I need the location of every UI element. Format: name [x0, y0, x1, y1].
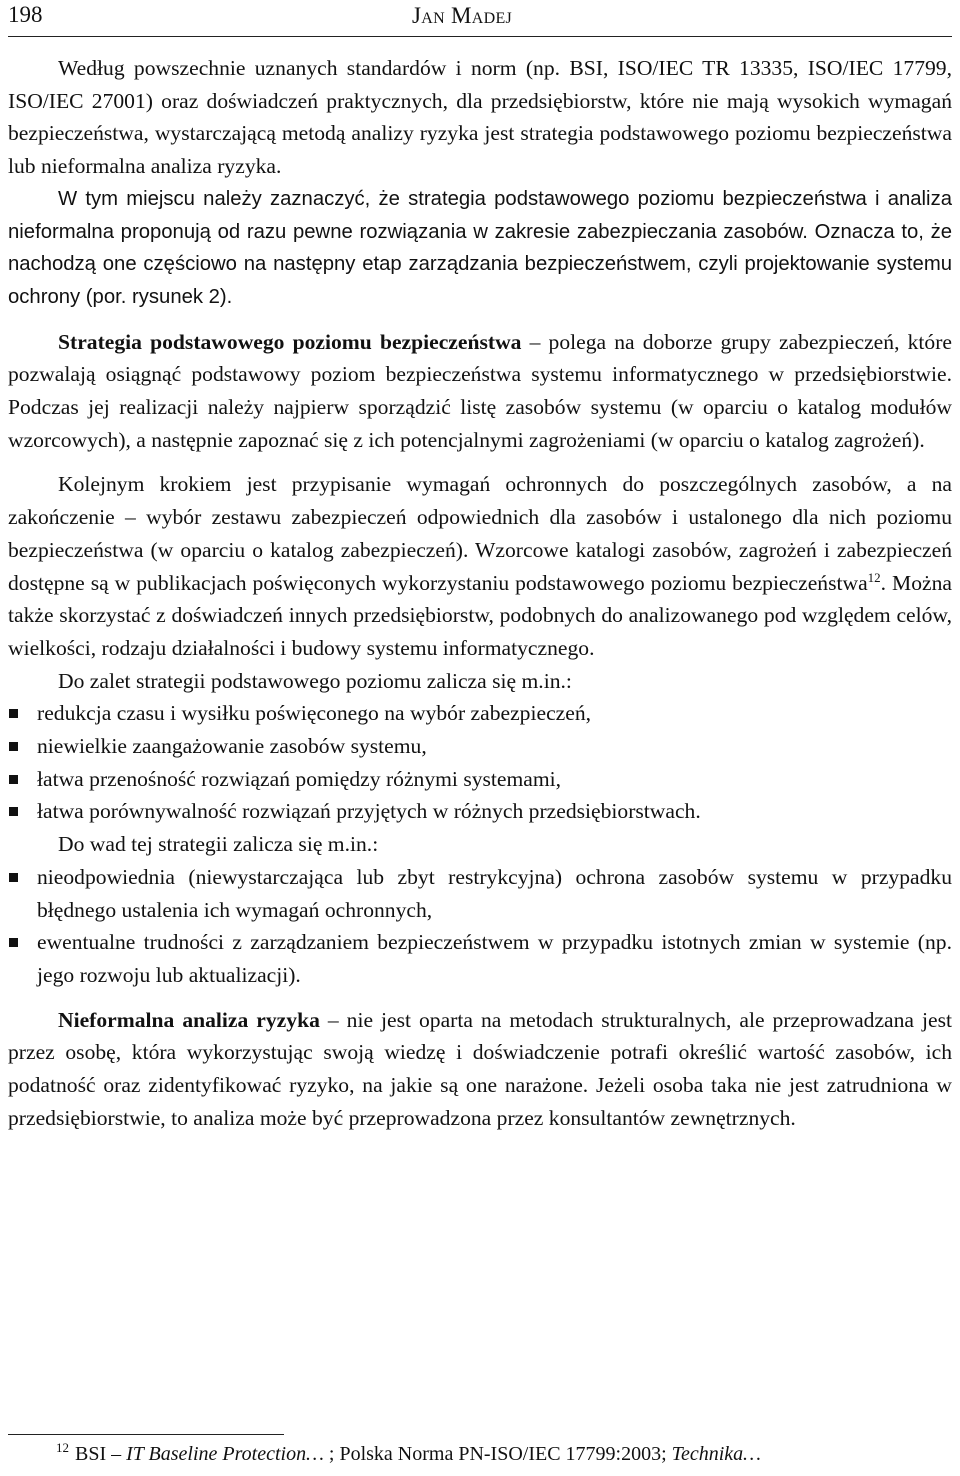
paragraph-baseline-strategy: [8, 326, 952, 457]
advantages-intro: Do zalet strategii podstawowego poziomu zalicza się m.in.:: [58, 668, 572, 693]
next-step-text-a: Kolejnym krokiem jest przypisanie wymagań ochronnych do poszczególnych zasobów, a na zakończenie – wybór zestawu zabezpieczeń odpowiednich dla zasobów i ustalonego dla nich poziomu bezpieczeństwa (w oparciu o katalog zabezpieczeń). Wzorcowe katalogi zasobów, zagrożeń i zabezpieczeń dostępne są w publikacjach poświęconych wykorzystaniu podstawowego poziomu bezpieczeństwa: [8, 472, 952, 595]
list-item-text: nieodpowiednia (niewystarczająca lub zbyt restrykcyjna) ochrona zasobów systemu w przypadku błędnego ustalenia ich wymagań ochronnych,: [37, 864, 952, 922]
list-item: [8, 795, 952, 828]
list-item-text: niewielkie zaangażowanie zasobów systemu,: [37, 734, 427, 759]
disadvantages-intro: Do wad tej strategii zalicza się m.in.:: [58, 832, 379, 857]
list-item-text: łatwa porównywalność rozwiązań przyjętych w różnych przedsiębiorstwach.: [37, 799, 701, 824]
list-item-text: redukcja czasu i wysiłku poświęconego na wybór zabezpieczeń,: [37, 701, 592, 726]
footnote-divider: [8, 1434, 284, 1435]
informal-analysis-definition: – nie jest oparta na metodach strukturalnych, ale przeprowadzana jest przez osobę, która wykorzystując swoją wiedzę i doświadczenie potrafi określić wartość zasobów, ich podatność oraz zidentyfikować ryzyko, na jakie są one narażone. Jeżeli osoba taka nie jest zatrudniona w przedsiębiorstwie, to analiza może być przeprowadzona przez konsultantów zewnętrznych.: [8, 1007, 952, 1130]
bullet-square-icon: [9, 742, 18, 751]
running-head: Jan Madej: [412, 3, 513, 28]
footnote-text-a: BSI –: [75, 1443, 127, 1465]
list-item: [8, 697, 952, 730]
list-item: [8, 730, 952, 763]
bullet-square-icon: [9, 775, 18, 784]
baseline-strategy-definition: – polega na doborze grupy zabezpieczeń, które pozwalają osiągnąć podstawowy poziom bezpieczeństwa systemu informatycznego w przedsiębiorstwie. Podczas jej realizacji należy najpierw sporządzić listę zasobów systemu (w oparciu o katalog modułów wzorcowych), a następnie zapoznać się z ich potencjalnymi zagrożeniami (w oparciu o katalog zagrożeń).: [8, 329, 952, 452]
term-baseline-strategy: Strategia podstawowego poziomu bezpieczeństwa: [58, 329, 522, 354]
footnote-reference: 12: [867, 569, 881, 585]
next-step-text-b: . Można także skorzystać z doświadczeń innych przedsiębiorstw, podobnych do analizowanego pod względem celów, wielkości, rodzaju działalności i budowy systemu informatycznego.: [8, 570, 953, 660]
document-page: [8, 0, 952, 1476]
footnote-text-c: ; Polska Norma PN-ISO/IEC 17799:2003;: [323, 1443, 672, 1465]
paragraph-standards: Według powszechnie uznanych standardów i norm (np. BSI, ISO/IEC TR 13335, ISO/IEC 17799, ISO/IEC 27001) oraz doświadczeń praktycznych, dla przedsiębiorstw, które nie mają wysokich wymagań bezpieczeństwa, wystarczającą metodą analizy ryzyka jest strategia podstawowego poziomu bezpieczeństwa lub nieformalna analiza ryzyka.: [8, 56, 952, 179]
list-item: [8, 926, 952, 991]
main-text: [8, 52, 952, 1135]
page-header: [8, 0, 952, 37]
list-item-text: łatwa przenośność rozwiązań pomiędzy różnymi systemami,: [37, 766, 562, 791]
page-number: 198: [8, 2, 43, 27]
term-informal-analysis: Nieformalna analiza ryzyka: [58, 1007, 320, 1032]
bullet-square-icon: [9, 873, 18, 882]
list-item: [8, 763, 952, 796]
paragraph-informal-analysis: [8, 1004, 952, 1135]
advantages-list: [8, 697, 952, 828]
paragraph-next-step: [8, 468, 952, 664]
footnote-title-2: Technika…: [671, 1443, 761, 1465]
disadvantages-list: [8, 861, 952, 992]
list-item-text: ewentualne trudności z zarządzaniem bezpieczeństwem w przypadku istotnych zmian w systemie (np. jego rozwoju lub aktualizacji).: [37, 930, 952, 987]
bullet-square-icon: [9, 938, 18, 947]
list-item: [8, 861, 952, 926]
footnote-mark: 12: [56, 1440, 69, 1456]
bullet-square-icon: [9, 709, 18, 718]
bullet-square-icon: [9, 807, 18, 816]
footnote-title-1: IT Baseline Protection…: [126, 1443, 324, 1465]
footnote: [56, 1441, 761, 1467]
paragraph-note: W tym miejscu należy zaznaczyć, że strategia podstawowego poziomu bezpieczeństwa i analiza nieformalna proponują od razu pewne rozwiązania w zakresie zabezpieczania zasobów. Oznacza to, że nachodzą one częściowo na następny etap zarządzania bezpieczeństwem, czyli projektowanie systemu ochrony (por. rysunek 2).: [8, 187, 952, 308]
